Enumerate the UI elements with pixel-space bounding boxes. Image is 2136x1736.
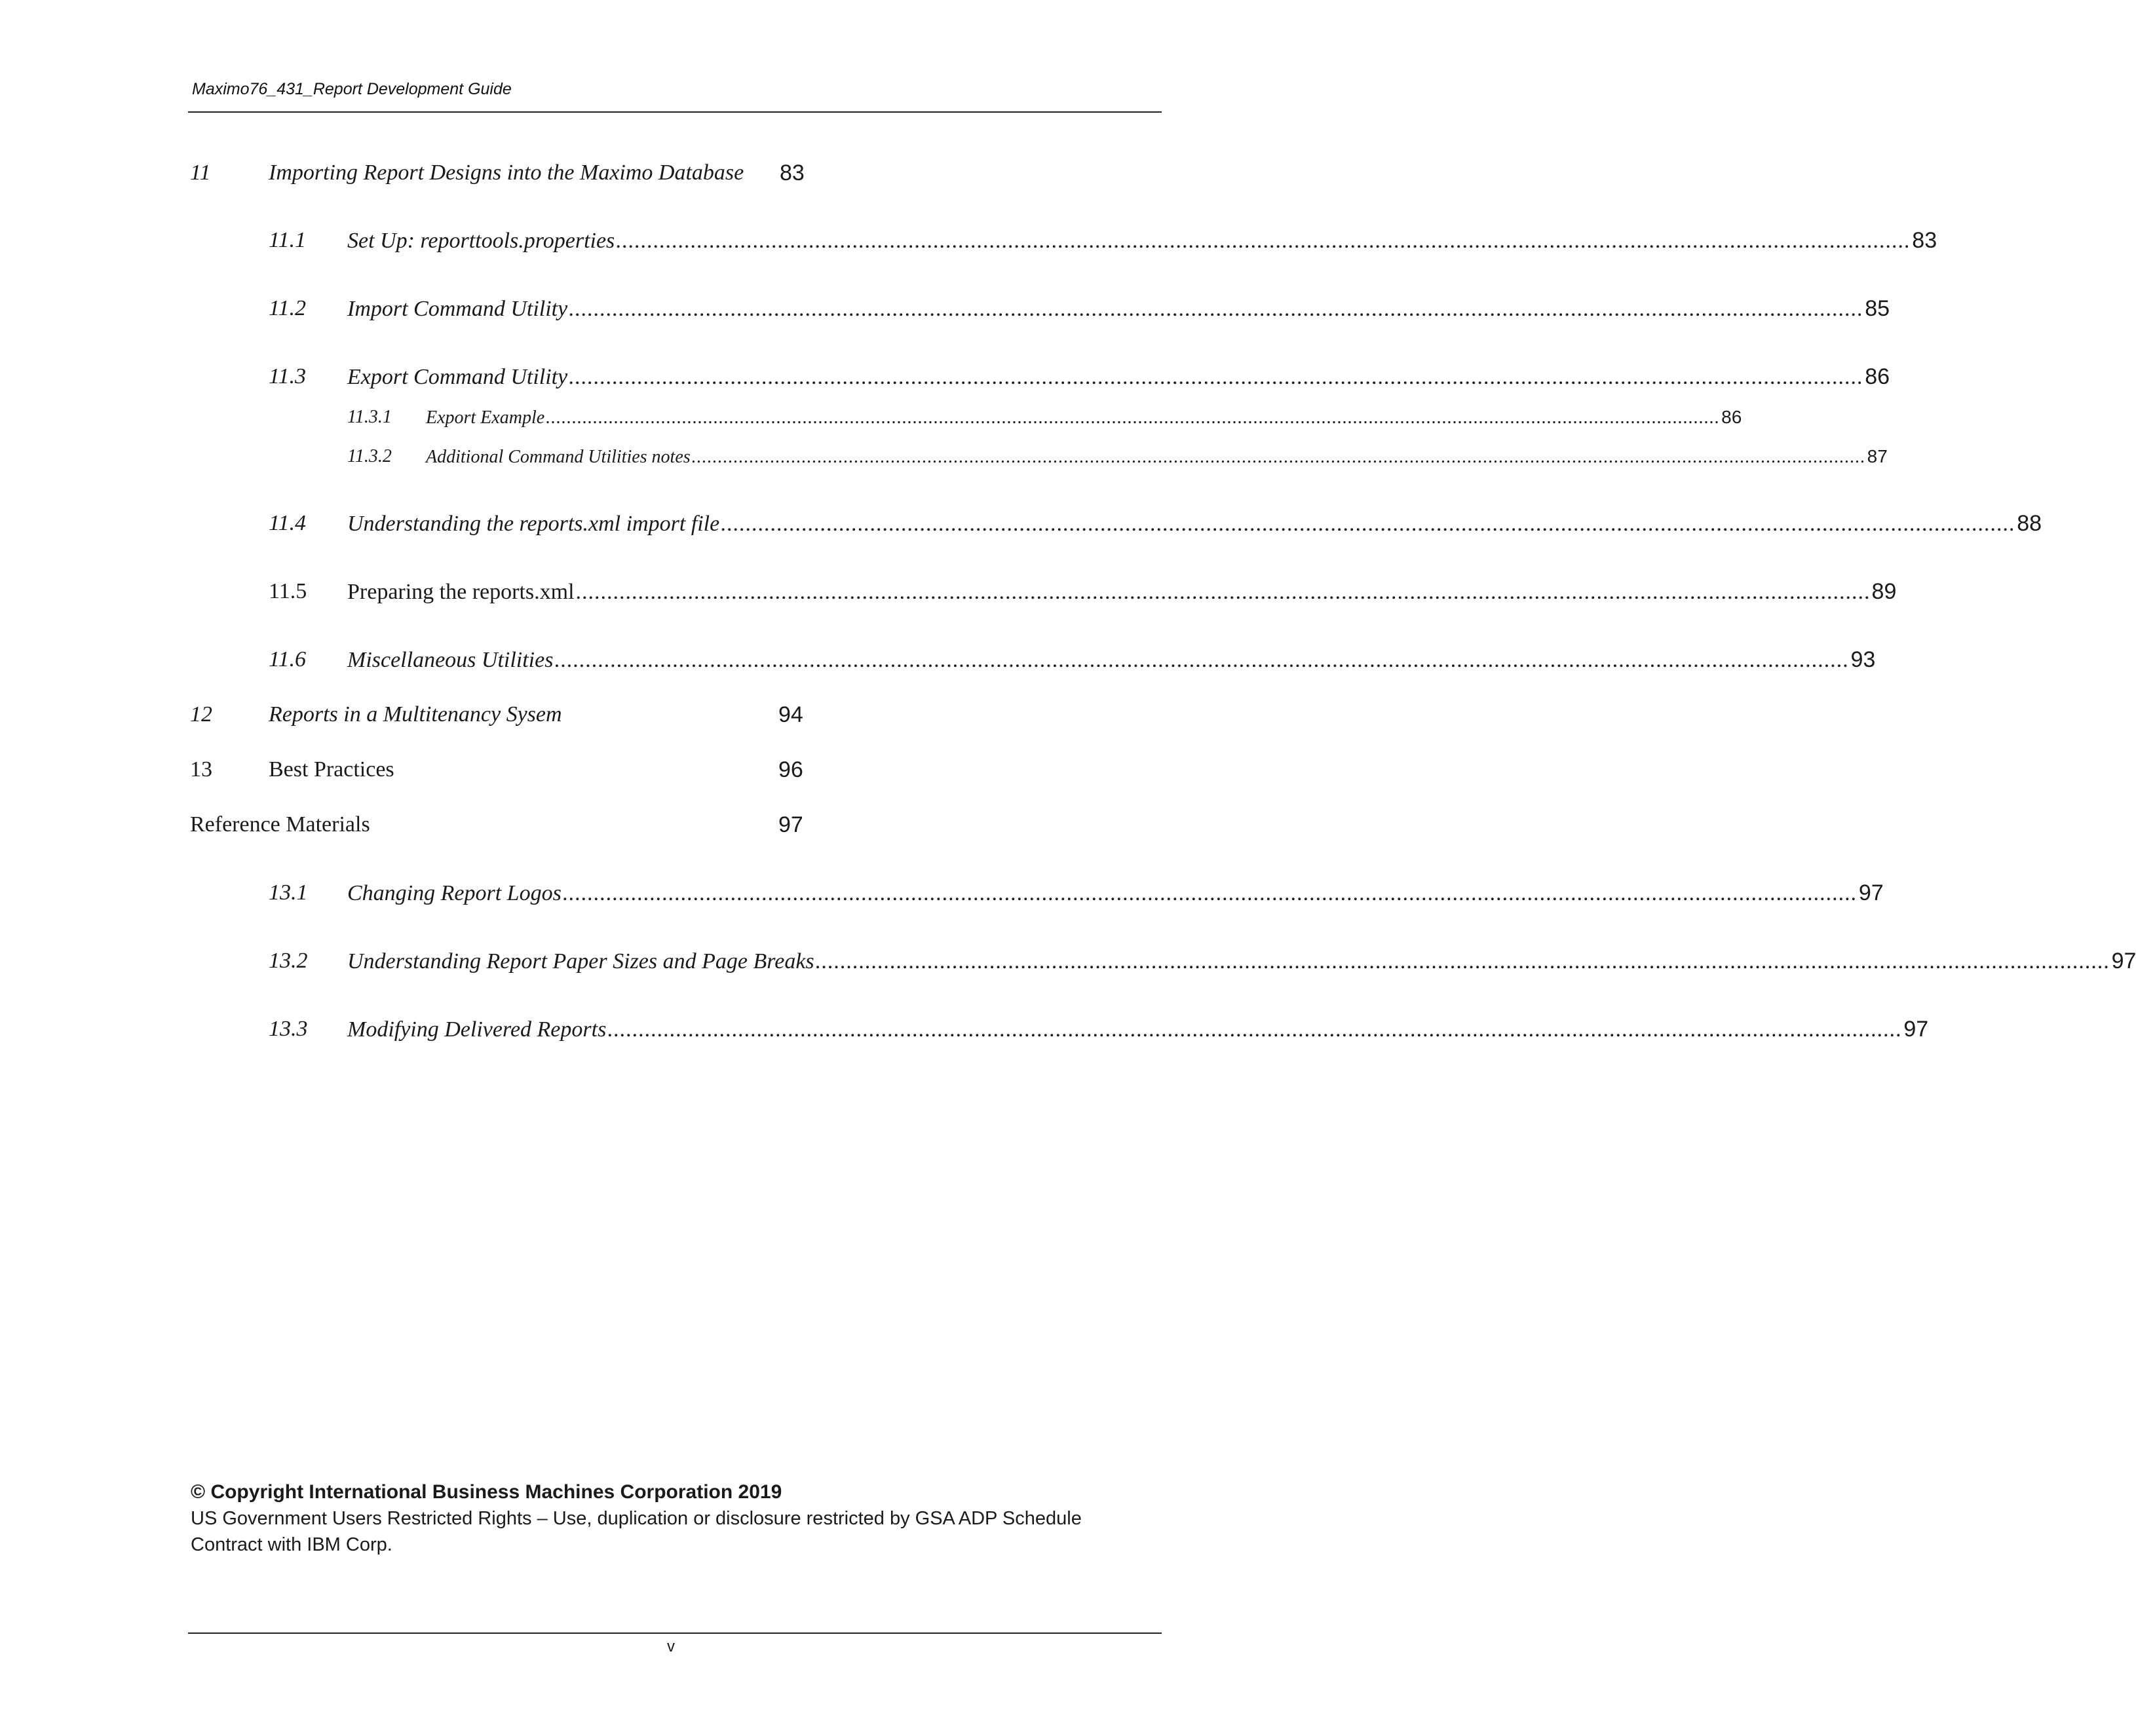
toc-entry-12[interactable]	[190, 702, 845, 731]
toc-entry-13[interactable]	[190, 757, 845, 786]
toc-page: 93	[1850, 647, 1876, 672]
toc-leader: ................................................................................................................................................................................................................	[815, 949, 2110, 973]
toc-title: Best Practices	[269, 757, 394, 782]
toc-page: 86	[1865, 364, 1890, 389]
footer-rule	[188, 1632, 1162, 1634]
toc-leader: ................................................................................................................................................................................................................	[721, 512, 2016, 536]
toc-page: 83	[1912, 228, 1937, 253]
running-header: Maximo76_431_Report Development Guide	[192, 80, 512, 98]
toc-entry-13-3[interactable]	[269, 1017, 1929, 1046]
toc-entry-13-1[interactable]	[269, 880, 1884, 909]
toc-title: Changing Report Logos	[347, 881, 562, 905]
toc-entry-11-2[interactable]	[269, 296, 1890, 325]
toc-number: 11.6	[269, 647, 306, 671]
toc-entry-11-3-2[interactable]	[347, 446, 1888, 470]
toc-title: Reports in a Multitenancy Sysem	[269, 702, 562, 726]
toc-entry-11-6[interactable]	[269, 647, 1876, 676]
toc-page: 96	[778, 757, 803, 782]
toc-title: Reference Materials	[190, 812, 370, 837]
toc-entry-11-3-1[interactable]	[347, 407, 1742, 430]
toc-page: 83	[780, 160, 805, 185]
toc-number: 13.3	[269, 1017, 308, 1041]
toc-number: 11.3.2	[347, 446, 392, 466]
toc-leader: ................................................................................................................................................................................................................	[562, 881, 1858, 905]
copyright-block	[191, 1479, 1173, 1558]
toc-title: Export Command Utility	[347, 365, 568, 389]
copyright-notice: © Copyright International Business Machines Corporation 2019	[191, 1481, 782, 1503]
toc-entry-11[interactable]	[190, 160, 845, 189]
toc-number: 11.3	[269, 364, 306, 388]
toc-page: 94	[778, 702, 803, 727]
header-rule	[188, 111, 1162, 113]
toc-title: Modifying Delivered Reports	[347, 1017, 607, 1042]
toc-leader: ................................................................................................................................................................................................................	[616, 229, 1911, 253]
toc-page: 88	[2017, 511, 2042, 536]
toc-page: 97	[1903, 1017, 1929, 1042]
toc-number: 11	[190, 160, 211, 185]
toc-leader: ................................................................................................................................................................................................................	[569, 365, 1864, 389]
toc-title: Set Up: reporttools.properties	[347, 229, 615, 253]
toc-number: 11.2	[269, 296, 306, 320]
toc-number: 11.4	[269, 511, 306, 535]
toc-number: 11.5	[269, 579, 307, 603]
toc-title: Understanding the reports.xml import file	[347, 512, 720, 536]
toc-number: 13	[190, 757, 212, 782]
toc-title: Miscellaneous Utilities	[347, 648, 554, 672]
toc-entry-13-2[interactable]	[269, 949, 2136, 977]
toc-leader: ................................................................................................................................................................................................................................	[546, 407, 1721, 428]
toc-page: 87	[1867, 446, 1888, 466]
toc-page: 97	[1858, 880, 1884, 905]
toc-page: 86	[1721, 407, 1742, 427]
toc-page: 97	[778, 812, 803, 837]
toc-leader: ................................................................................................................................................................................................................	[554, 648, 1850, 672]
page-number: v	[667, 1638, 675, 1655]
toc-entry-11-1[interactable]	[269, 228, 1937, 257]
toc-number: 11.1	[269, 228, 306, 252]
toc-entry-reference[interactable]	[190, 812, 845, 841]
toc-title: Additional Command Utilities notes	[426, 447, 691, 467]
toc-title: Preparing the reports.xml	[347, 580, 575, 604]
toc-leader: ................................................................................................................................................................................................................................	[691, 447, 1866, 467]
toc-page: 97	[2111, 949, 2136, 973]
rights-line-1: US Government Users Restricted Rights – Use, duplication or disclosure restricted by GSA ADP Schedule	[191, 1508, 1082, 1529]
rights-line-2: Contract with IBM Corp.	[191, 1534, 392, 1555]
toc-title: Import Command Utility	[347, 297, 568, 321]
toc-entry-11-5[interactable]	[269, 579, 1897, 608]
toc-title: Importing Report Designs into the Maximo Database	[269, 160, 744, 185]
toc-title: Understanding Report Paper Sizes and Page Breaks	[347, 949, 814, 973]
toc-number: 13.2	[269, 949, 308, 973]
toc-title: Export Example	[426, 407, 545, 428]
toc-entry-11-4[interactable]	[269, 511, 2042, 540]
toc-number: 11.3.1	[347, 407, 392, 427]
toc-leader: ................................................................................................................................................................................................................	[575, 580, 1871, 604]
toc-number: 13.1	[269, 880, 308, 905]
toc-entry-11-3[interactable]	[269, 364, 1890, 393]
toc-leader: ................................................................................................................................................................................................................	[607, 1017, 1903, 1042]
toc-leader: ................................................................................................................................................................................................................	[569, 297, 1864, 321]
toc-page: 85	[1865, 296, 1890, 321]
toc-page: 89	[1871, 579, 1897, 604]
toc-number: 12	[190, 702, 212, 726]
